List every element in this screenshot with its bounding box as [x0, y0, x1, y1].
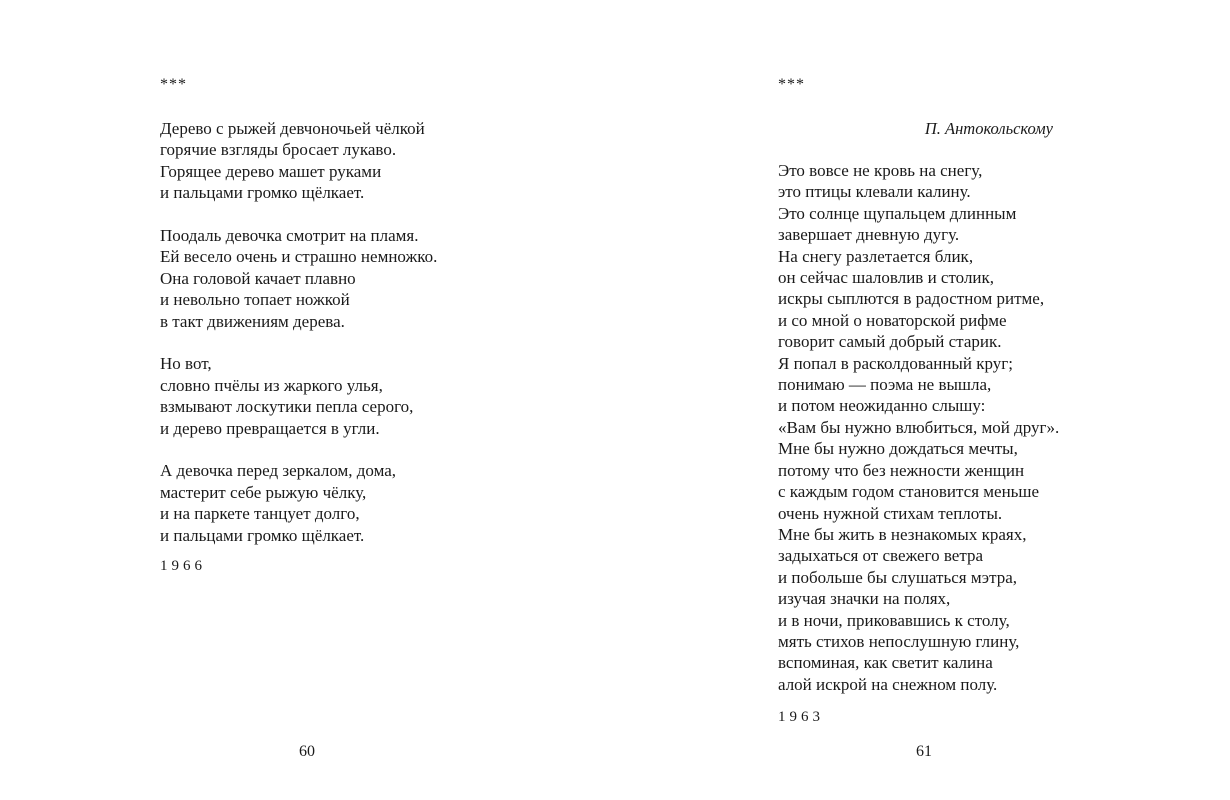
poem-line: горячие взгляды бросает лукаво. [160, 140, 397, 160]
poem-line: говорит самый добрый старик. [778, 332, 1002, 352]
poem-body [778, 160, 1059, 695]
poem-stanza [160, 353, 437, 439]
poem-line: Это солнце щупальцем длинным [778, 203, 1017, 223]
poem-line: Я попал в расколдованный круг; [778, 353, 1013, 373]
right-page [615, 0, 1230, 800]
poem-line: он сейчас шаловлив и столик, [778, 268, 995, 288]
poem-year: 1963 [778, 709, 824, 725]
poem-line: потому что без нежности женщин [778, 460, 1025, 480]
page-number: 61 [916, 743, 932, 760]
poem-dedication: П. Антокольскому [924, 119, 1053, 138]
poem-line: и на паркете танцует долго, [160, 504, 360, 524]
poem-line: Ей весело очень и страшно немножко. [160, 247, 438, 267]
poem-line: На снегу разлетается блик, [778, 246, 974, 266]
poem-year: 1966 [160, 558, 206, 574]
poem-line: мастерит себе рыжую чёлку, [160, 482, 367, 502]
poem-line: очень нужной стихам теплоты. [778, 503, 1003, 523]
poem-line: А девочка перед зеркалом, дома, [160, 461, 397, 481]
poem-stanza [160, 118, 437, 204]
poem-line: «Вам бы нужно влюбиться, мой друг». [778, 417, 1060, 437]
poem-line: изучая значки на полях, [778, 589, 951, 609]
poem-line: вспоминая, как светит калина [778, 653, 993, 673]
poem-line: и побольше бы слушаться мэтра, [778, 567, 1018, 587]
poem-line: Поодаль девочка смотрит на пламя. [160, 226, 419, 246]
poem-line: в такт движениям дерева. [160, 311, 345, 331]
poem-line: искры сыплются в радостном ритме, [778, 289, 1045, 309]
page-number: 60 [299, 743, 315, 760]
poem-line: алой искрой на снежном полу. [778, 674, 998, 694]
poem-stanza [160, 225, 437, 332]
poem-line: это птицы клевали калину. [778, 182, 971, 202]
poem-line: и пальцами громко щёлкает. [160, 183, 365, 203]
poem-line: и пальцами громко щёлкает. [160, 525, 365, 545]
poem-line: и в ночи, приковавшись к столу, [778, 610, 1010, 630]
section-separator: *** [778, 76, 805, 93]
poem-line: и потом неожиданно слышу: [778, 396, 986, 416]
poem-line: завершает дневную дугу. [778, 225, 960, 245]
section-separator: *** [160, 76, 187, 93]
poem-line: Мне бы нужно дождаться мечты, [778, 439, 1018, 459]
poem-line: и невольно топает ножкой [160, 290, 350, 310]
poem-line: Но вот, [160, 354, 212, 374]
poem-line: и дерево превращается в угли. [160, 418, 380, 438]
poem-line: понимаю — поэма не вышла, [778, 375, 992, 395]
poem-line: Дерево с рыжей девчоночьей чёлкой [160, 119, 425, 138]
poem-line: задыхаться от свежего ветра [778, 546, 984, 566]
poem-line: Горящее дерево машет руками [160, 161, 382, 181]
poem-line: с каждым годом становится меньше [778, 482, 1040, 502]
poem-body [160, 118, 437, 546]
poem-line: словно пчёлы из жаркого улья, [160, 375, 383, 395]
poem-line: Это вовсе не кровь на снегу, [778, 161, 983, 180]
poem-line: и со мной о новаторской рифме [778, 310, 1007, 330]
poem-line: Она головой качает плавно [160, 268, 356, 288]
poem-line: взмывают лоскутики пепла серого, [160, 397, 414, 417]
poem-stanza [160, 460, 437, 546]
poem-line: мять стихов непослушную глину, [778, 631, 1020, 651]
poem-line: Мне бы жить в незнакомых краях, [778, 524, 1027, 544]
